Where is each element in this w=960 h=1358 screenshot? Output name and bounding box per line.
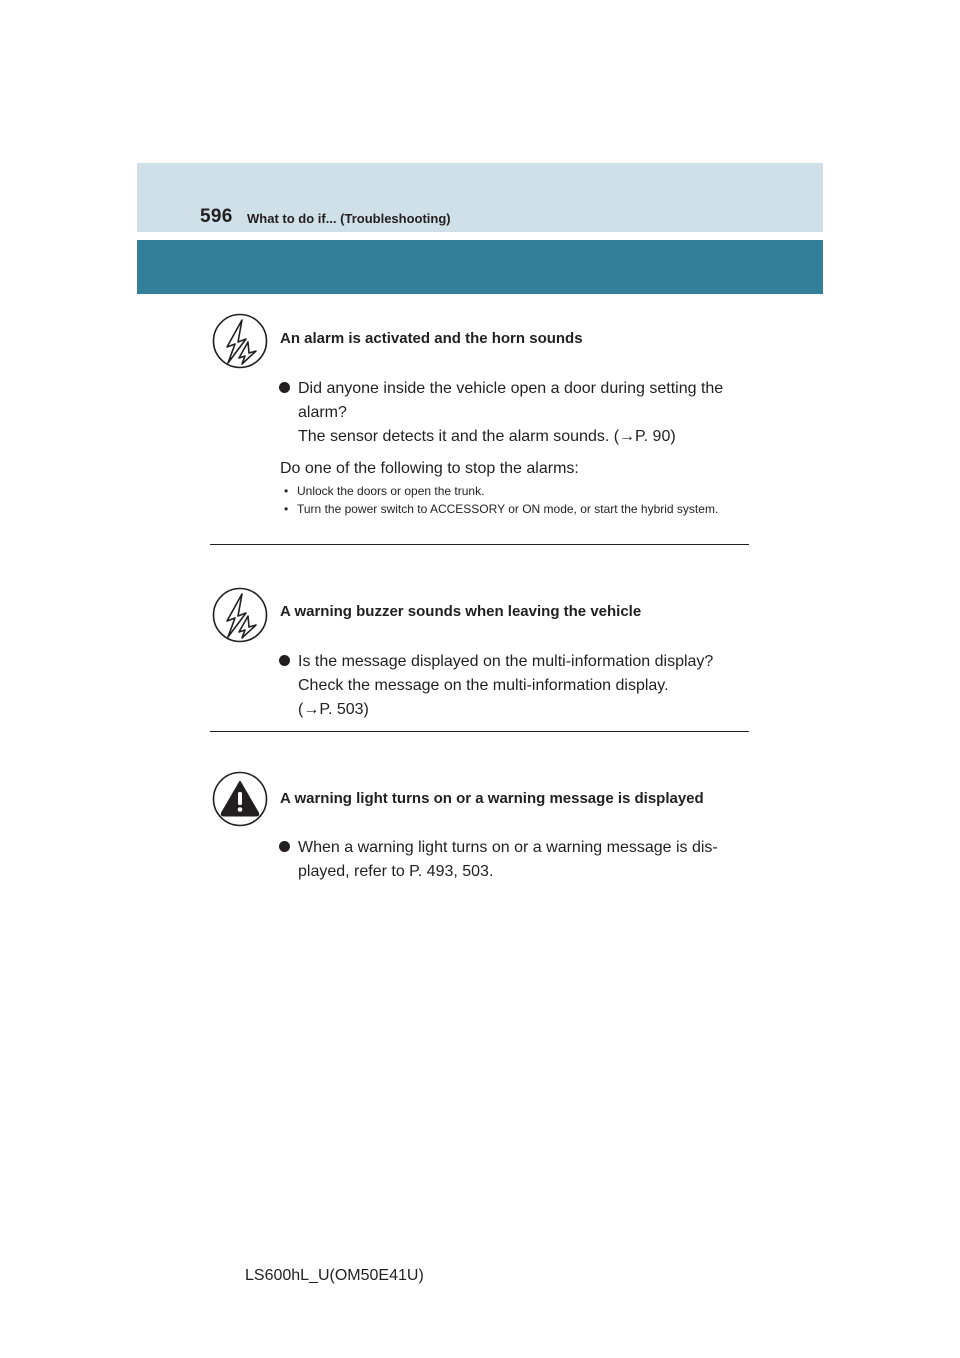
bullet-line: When a warning light turns on or a warning message is dis- xyxy=(298,839,718,856)
item-heading: An alarm is activated and the horn sounds xyxy=(280,330,583,347)
bullet-line: The sensor detects it and the alarm sounds. (→P. 90) xyxy=(298,428,676,445)
model-code: LS600hL_U(OM50E41U) xyxy=(245,1267,424,1284)
bullet-line: Did anyone inside the vehicle open a door during setting the xyxy=(298,380,724,397)
item-heading: A warning buzzer sounds when leaving the vehicle xyxy=(280,603,642,620)
bullet-line: (→P. 503) xyxy=(298,701,369,718)
section-divider xyxy=(210,544,749,545)
bullet-item xyxy=(279,836,747,884)
bullet-item xyxy=(279,650,747,722)
bullet-item xyxy=(279,377,747,449)
sub-list-text: Turn the power switch to ACCESSORY or ON mode, or start the hybrid system. xyxy=(297,502,719,516)
bullet-dot xyxy=(279,382,290,393)
sub-list-item xyxy=(284,482,746,500)
bullet-line: played, refer to P. 493, 503. xyxy=(298,863,494,880)
bullet-line: Is the message displayed on the multi-information display? xyxy=(298,653,714,670)
page-number: 596 xyxy=(200,206,233,227)
note-text: Do one of the following to stop the alarms: xyxy=(280,460,579,477)
bullet-line: Check the message on the multi-information display. xyxy=(298,677,669,694)
sub-bullet: • xyxy=(284,484,289,498)
bullet-dot xyxy=(279,841,290,852)
header-band xyxy=(137,163,823,232)
bullet-line: alarm? xyxy=(298,404,347,421)
item-heading: A warning light turns on or a warning message is displayed xyxy=(280,790,704,807)
sub-bullet: • xyxy=(284,502,289,516)
bullet-dot xyxy=(279,655,290,666)
lightning-bolt-icon xyxy=(212,313,268,369)
sub-list xyxy=(284,482,746,518)
lightning-bolt-icon xyxy=(212,587,268,643)
section-divider xyxy=(210,731,749,732)
sub-list-item xyxy=(284,500,746,518)
title-bar xyxy=(137,240,823,294)
warning-exclamation-icon xyxy=(212,771,268,827)
sub-list-text: Unlock the doors or open the trunk. xyxy=(297,484,485,498)
section-title: What to do if... (Troubleshooting) xyxy=(247,211,451,226)
